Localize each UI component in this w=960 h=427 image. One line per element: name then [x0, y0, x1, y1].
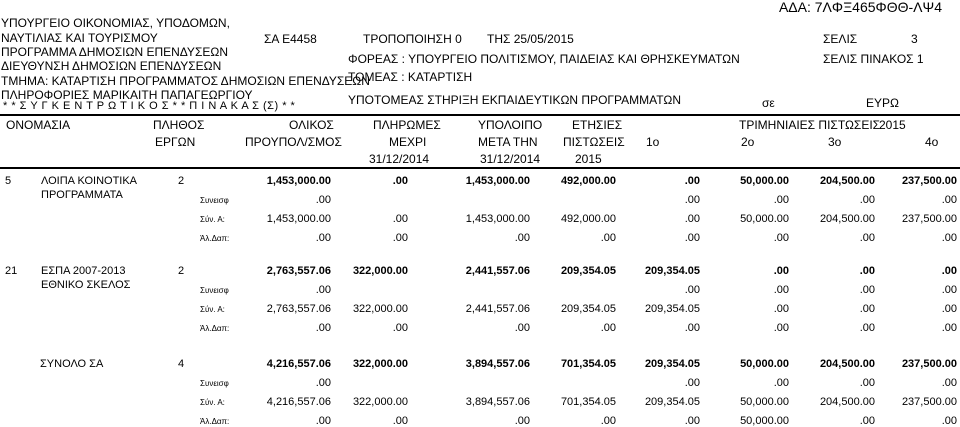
amount-cell: .00: [392, 322, 408, 334]
sub-row-label: Άλ.Δαπ:: [200, 234, 230, 243]
amount-cell: 1,453,000.00: [266, 175, 331, 187]
amount-cell: .00: [600, 322, 616, 334]
amount-cell: 701,354.05: [560, 396, 616, 408]
amount-cell: .00: [684, 213, 700, 225]
col-ergon: ΕΡΓΩΝ: [155, 135, 196, 149]
amount-cell: .00: [392, 232, 408, 244]
amount-cell: 2,763,557.06: [266, 265, 331, 277]
amount-cell: 492,000.00: [560, 175, 616, 187]
col-proupolsmos: ΠΡΟΥΠΟΛ/ΣΜΟΣ: [245, 135, 342, 149]
amount-cell: .00: [941, 377, 957, 389]
sub-row-label: Συνεισφ: [200, 196, 229, 205]
amount-cell: 1,453,000.00: [465, 175, 530, 187]
amount-cell: .00: [859, 415, 875, 427]
sub-row-label: Συνεισφ: [200, 379, 229, 388]
amount-cell: .00: [773, 194, 789, 206]
foreas-line: ΦΟΡΕΑΣ : ΥΠΟΥΡΓΕΙΟ ΠΟΛΙΤΙΣΜΟΥ, ΠΑΙΔΕΙΑΣ ΚΑΙ ΘΡΗΣΚΕΥΜΑΤΩΝ: [348, 52, 740, 66]
col-triminiaies: ΤΡΙΜΗΝΙΑΙΕΣ ΠΙΣΤΩΣΕΙΣ: [739, 118, 881, 132]
amount-cell: 209,354.05: [560, 303, 616, 315]
amount-cell: 237,500.00: [901, 358, 957, 370]
group-name: ΛΟΙΠΑ ΚΟΙΝΟΤΙΚΑ: [41, 175, 138, 187]
amount-cell: .00: [315, 322, 331, 334]
group-name: ΕΣΠΑ 2007-2013: [41, 265, 126, 277]
col-plithos: ΠΛΗΘΟΣ: [153, 118, 205, 132]
group-code: 5: [5, 175, 12, 187]
amount-cell: 204,500.00: [819, 175, 875, 187]
col-q3: 3ο: [828, 135, 842, 149]
amount-cell: 237,500.00: [901, 396, 957, 408]
sa-code: ΣΑ Ε4458: [264, 32, 317, 46]
col-triminiaies-year: 2015: [879, 118, 906, 132]
amount-cell: .00: [859, 194, 875, 206]
amount-cell: .00: [514, 322, 530, 334]
amount-cell: 322,000.00: [352, 358, 408, 370]
sub-row-label: Άλ.Δαπ:: [200, 324, 230, 333]
amount-cell: .00: [941, 194, 957, 206]
col-pliromes: ΠΛΗΡΩΜΕΣ: [373, 118, 441, 132]
amount-cell: 50,000.00: [740, 213, 789, 225]
amount-cell: .00: [684, 232, 700, 244]
amount-cell: 701,354.05: [560, 358, 616, 370]
amount-cell: .00: [773, 303, 789, 315]
amount-cell: 2,441,557.06: [465, 303, 530, 315]
amount-cell: .00: [684, 322, 700, 334]
total-count: 4: [178, 358, 185, 370]
modification-number: ΤΡΟΠΟΠΟΙΗΣΗ 0: [363, 32, 462, 46]
col-onomasia: ΟΝΟΜΑΣΙΑ: [6, 118, 71, 132]
amount-cell: 209,354.05: [644, 358, 700, 370]
amount-cell: 237,500.00: [901, 213, 957, 225]
col-mexri-date: 31/12/2014: [369, 152, 430, 166]
amount-cell: .00: [684, 284, 700, 296]
amount-cell: .00: [941, 322, 957, 334]
header-information: ΠΛΗΡΟΦΟΡΙΕΣ ΜΑΡΙΚΑΙΤΗ ΠΑΠΑΓΕΩΡΓΙΟΥ: [1, 88, 253, 102]
amount-cell: .00: [315, 232, 331, 244]
group-count: 2: [178, 175, 185, 187]
amount-cell: .00: [514, 232, 530, 244]
amount-cell: .00: [514, 415, 530, 427]
header-programme: ΠΡΟΓΡΑΜΜΑ ΔΗΜΟΣΙΩΝ ΕΠΕΝΔΥΣΕΩΝ: [1, 45, 228, 59]
amount-cell: .00: [773, 265, 789, 277]
sub-row-label: Σύν. Α:: [200, 305, 225, 314]
amount-cell: 2,441,557.06: [465, 265, 530, 277]
header-department: ΤΜΗΜΑ: ΚΑΤΑΡΤΙΣΗ ΠΡΟΓΡΑΜΜΑΤΟΣ ΔΗΜΟΣΙΩΝ ΕΠΕΝΔΥΣΕΩΝ: [1, 74, 370, 88]
group-name-cont: ΕΘΝΙΚΟ ΣΚΕΛΟΣ: [41, 279, 131, 291]
sub-row-label: Σύν. Α:: [200, 215, 225, 224]
page-label: ΣΕΛΙΣ: [823, 32, 858, 46]
amount-cell: .00: [859, 284, 875, 296]
header-rule-bottom: [0, 167, 960, 169]
col-q1: 1ο: [646, 135, 660, 149]
amount-cell: .00: [315, 415, 331, 427]
amount-cell: 2,763,557.06: [266, 303, 331, 315]
amount-cell: 204,500.00: [819, 358, 875, 370]
amount-cell: 492,000.00: [560, 213, 616, 225]
col-pistoseis: ΠΙΣΤΩΣΕΙΣ: [563, 135, 625, 149]
amount-cell: .00: [315, 377, 331, 389]
modification-date: ΤΗΣ 25/05/2015: [487, 32, 574, 46]
amount-cell: 4,216,557.06: [266, 396, 331, 408]
col-meta-date: 31/12/2014: [480, 152, 541, 166]
group-count: 2: [178, 265, 185, 277]
amount-cell: 3,894,557.06: [465, 396, 530, 408]
col-ypoloipo: ΥΠΟΛΟΙΠΟ: [478, 118, 543, 132]
col-mexri: ΜΕΧΡΙ: [389, 135, 427, 149]
amount-cell: 209,354.05: [560, 265, 616, 277]
amount-cell: .00: [392, 175, 408, 187]
amount-cell: 3,894,557.06: [465, 358, 530, 370]
amount-cell: .00: [941, 415, 957, 427]
amount-cell: .00: [859, 377, 875, 389]
amount-cell: .00: [600, 415, 616, 427]
page-number: 3: [911, 32, 918, 46]
col-meta-tin: ΜΕΤΑ ΤΗΝ: [478, 135, 538, 149]
amount-cell: 209,354.05: [644, 265, 700, 277]
amount-cell: .00: [941, 232, 957, 244]
col-q4: 4ο: [925, 135, 939, 149]
col-etisies-year: 2015: [575, 152, 602, 166]
total-label: ΣΥΝΟΛΟ ΣΑ: [40, 358, 104, 370]
sub-row-label: Άλ.Δαπ:: [200, 417, 230, 426]
table-page-label: ΣΕΛΙΣ ΠΙΝΑΚΟΣ 1: [823, 52, 924, 66]
col-q2: 2ο: [741, 135, 755, 149]
amount-cell: 1,453,000.00: [465, 213, 530, 225]
amount-cell: 50,000.00: [740, 396, 789, 408]
currency-label: ΕΥΡΩ: [866, 96, 899, 110]
header-summary-title: * * Σ Υ Γ Κ Ε Ν Τ Ρ Ω Τ Ι Κ Ο Σ * * Π Ι Ν Α Κ Α Σ (Σ) * *: [3, 100, 296, 112]
amount-cell: 322,000.00: [352, 265, 408, 277]
header-ministry-line2: ΝΑΥΤΙΛΙΑΣ ΚΑΙ ΤΟΥΡΙΣΜΟΥ: [1, 31, 158, 45]
amount-cell: 204,500.00: [819, 213, 875, 225]
amount-cell: 322,000.00: [352, 396, 408, 408]
amount-cell: .00: [684, 175, 700, 187]
header-ministry-line1: ΥΠΟΥΡΓΕΙΟ ΟΙΚΟΝΟΜΙΑΣ, ΥΠΟΔΟΜΩΝ,: [1, 16, 230, 30]
amount-cell: .00: [773, 377, 789, 389]
col-olikos: ΟΛΙΚΟΣ: [289, 118, 334, 132]
amount-cell: 1,453,000.00: [266, 213, 331, 225]
amount-cell: .00: [859, 303, 875, 315]
amount-cell: 237,500.00: [901, 175, 957, 187]
header-directorate: ΔΙΕΥΘΥΝΣΗ ΔΗΜΟΣΙΩΝ ΕΠΕΝΔΥΣΕΩΝ: [1, 59, 222, 73]
sub-row-label: Σύν. Α:: [200, 398, 225, 407]
amount-cell: .00: [315, 284, 331, 296]
amount-cell: .00: [859, 322, 875, 334]
amount-cell: .00: [392, 415, 408, 427]
amount-cell: .00: [684, 415, 700, 427]
amount-cell: .00: [600, 232, 616, 244]
sub-row-label: Συνεισφ: [200, 286, 229, 295]
amount-cell: .00: [859, 232, 875, 244]
amount-cell: .00: [315, 194, 331, 206]
amount-cell: .00: [773, 322, 789, 334]
amount-cell: .00: [773, 284, 789, 296]
amount-cell: 322,000.00: [352, 303, 408, 315]
amount-cell: .00: [684, 194, 700, 206]
amount-cell: 204,500.00: [819, 396, 875, 408]
amount-cell: .00: [859, 265, 875, 277]
amount-cell: 50,000.00: [740, 415, 789, 427]
col-etisies: ΕΤΗΣΙΕΣ: [572, 118, 623, 132]
amount-cell: 209,354.05: [644, 396, 700, 408]
ada-code: ΑΔΑ: 7ΛΦΞ465ΦΘΘ-ΛΨ4: [778, 0, 942, 15]
header-rule-top: [0, 114, 960, 116]
amount-cell: .00: [941, 303, 957, 315]
amount-cell: 209,354.05: [644, 303, 700, 315]
tomeas-line: ΤΟΜΕΑΣ : ΚΑΤΑΡΤΙΣΗ: [348, 70, 473, 84]
amount-cell: .00: [773, 232, 789, 244]
ypotomeas-line: ΥΠΟΤΟΜΕΑΣ ΣΤΗΡΙΞΗ ΕΚΠΑΙΔΕΥΤΙΚΩΝ ΠΡΟΓΡΑΜΜΑΤΩΝ: [348, 93, 682, 107]
group-name-cont: ΠΡΟΓΡΑΜΜΑΤΑ: [41, 189, 123, 201]
amount-cell: .00: [392, 213, 408, 225]
amount-cell: .00: [684, 377, 700, 389]
amount-in-label: σε: [762, 96, 775, 110]
amount-cell: .00: [941, 265, 957, 277]
amount-cell: 50,000.00: [740, 358, 789, 370]
amount-cell: 50,000.00: [740, 175, 789, 187]
amount-cell: 4,216,557.06: [266, 358, 331, 370]
group-code: 21: [5, 265, 18, 277]
amount-cell: .00: [941, 284, 957, 296]
